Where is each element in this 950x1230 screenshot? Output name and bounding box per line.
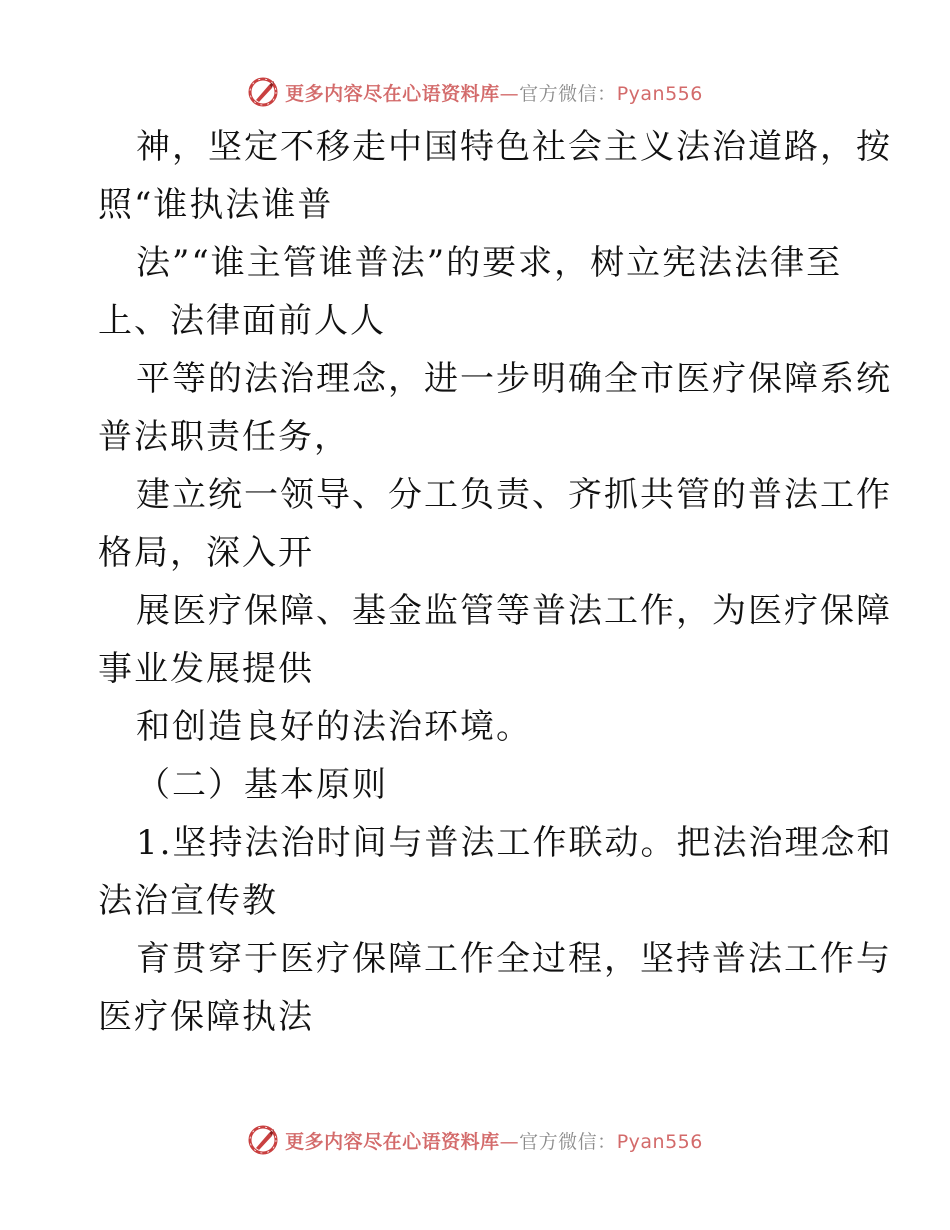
header-banner-wechat-label: 官方微信： [519,82,617,105]
text-line: 和创造良好的法治环境。 [136,707,532,747]
header-banner-text [285,79,703,106]
text-line: 法”“谁主管谁普法”的要求，树立宪法法律至 [136,243,843,283]
text-line: 展医疗保障、基金监管等普法工作，为医疗保障 [136,591,892,631]
text-line: 医疗保障执法 [98,997,314,1037]
header-watermark-banner [0,72,950,112]
text-line: 事业发展提供 [98,649,314,689]
text-line: 上、法律面前人人 [98,301,386,341]
footer-banner-main-text: 更多内容尽在心语资料库 [285,1130,500,1153]
footer-banner-wechat-label: 官方微信： [519,1130,617,1153]
text-line: 照“谁执法谁普 [98,185,334,225]
quill-pen-logo-icon [247,76,279,108]
footer-banner-inner [247,1124,703,1156]
quill-pen-logo-icon [247,1124,279,1156]
header-banner-wechat-id: Pyan556 [616,82,703,105]
footer-watermark-banner [0,1120,950,1160]
text-line: 建立统一领导、分工负责、齐抓共管的普法工作 [136,475,892,515]
section-heading: （二）基本原则 [136,765,388,805]
footer-banner-text [285,1127,703,1154]
header-banner-main-text: 更多内容尽在心语资料库 [285,82,500,105]
text-line: 平等的法治理念，进一步明确全市医疗保障系统 [136,359,892,399]
text-line: 法治宣传教 [98,881,278,921]
footer-banner-wechat-id: Pyan556 [616,1130,703,1153]
header-banner-dash: — [499,82,520,105]
text-line: 育贯穿于医疗保障工作全过程，坚持普法工作与 [136,939,892,979]
text-line: 神，坚定不移走中国特色社会主义法治道路，按 [136,127,892,167]
document-body [98,118,893,1046]
header-banner-inner [247,76,703,108]
text-line: 1.坚持法治时间与普法工作联动。把法治理念和 [136,823,893,863]
text-line: 格局，深入开 [98,533,314,573]
footer-banner-dash: — [499,1130,520,1153]
text-line: 普法职责任务， [98,417,350,457]
